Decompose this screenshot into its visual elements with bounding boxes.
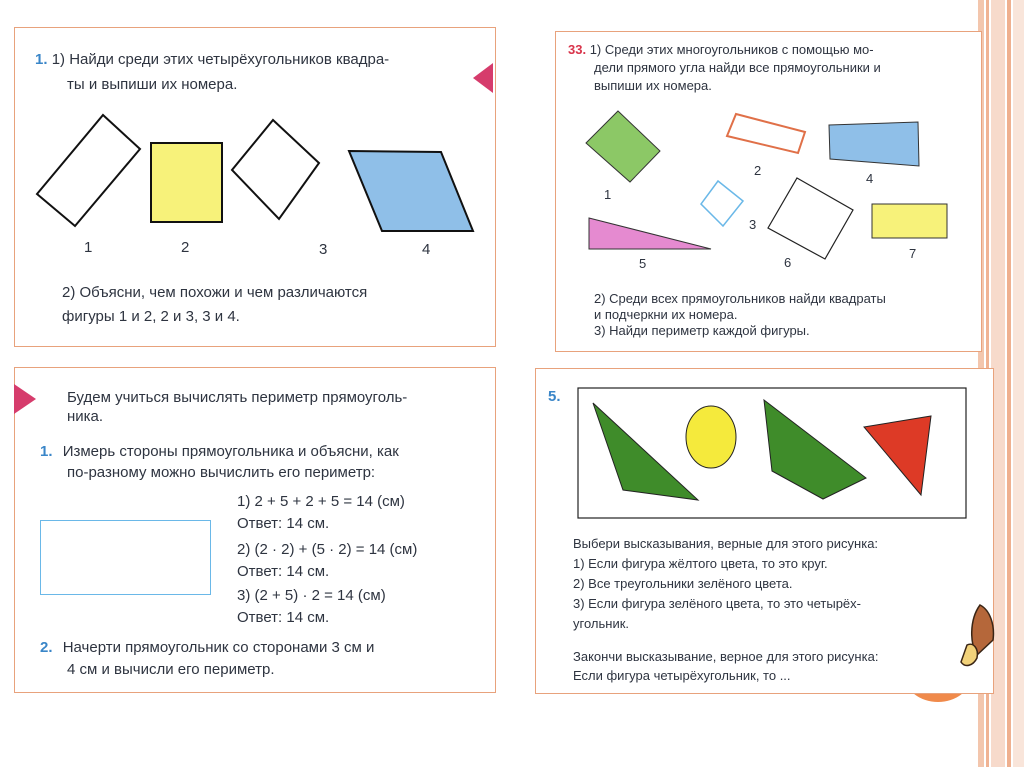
question-text: выпиши их номера.: [594, 78, 712, 93]
yellow-circle: [686, 406, 736, 468]
figure-label: 4: [866, 171, 874, 186]
exercise-number: 5.: [548, 388, 561, 405]
intro-text: ника.: [67, 408, 104, 425]
calculation: 3) (2 + 5) · 2 = 14 (см): [237, 587, 386, 604]
shape-square-2: [151, 143, 222, 222]
figure-label: 3: [749, 217, 757, 232]
question-text: 3) Найди периметр каждой фигуры.: [594, 323, 810, 338]
statement: угольник.: [573, 616, 629, 631]
figure-label: 1: [84, 239, 93, 256]
figure-label: 6: [784, 255, 792, 270]
question-text: 1) Среди этих многоугольников с помощью мо-: [589, 42, 874, 57]
question-text: фигуры 1 и 2, 2 и 3, 3 и 4.: [62, 308, 240, 325]
question-text: 2) Объясни, чем похожи и чем различаются: [62, 284, 368, 301]
statement: 3) Если фигура зелёного цвета, то это четырёх-: [573, 596, 861, 611]
exercise-number: 1.: [40, 443, 53, 460]
question-text: по-разному можно вычислить его периметр:: [67, 464, 376, 481]
figure-label: 3: [319, 241, 328, 258]
shape-4-blue-quadrilateral: [829, 122, 919, 166]
answer: Ответ: 14 см.: [237, 563, 330, 580]
figure-label: 1: [604, 187, 612, 202]
question-text: и подчеркни их номера.: [594, 307, 738, 322]
question-text: 1) Найди среди этих четырёхугольников квадра-: [51, 51, 390, 68]
question-text: 2) Среди всех прямоугольников найди квадраты: [594, 291, 886, 306]
shape-7-yellow-rectangle: [872, 204, 947, 238]
figure-label: 7: [909, 246, 917, 261]
shape-5-pink-triangle: [589, 218, 711, 249]
question-text: Выбери высказывания, верные для этого рисунка:: [573, 536, 879, 551]
figure-label: 4: [422, 241, 431, 258]
statement: 2) Все треугольники зелёного цвета.: [573, 576, 793, 591]
perimeter-rectangle: [40, 520, 211, 595]
statements-figure: [536, 369, 993, 693]
calculation: 1) 2 + 5 + 2 + 5 = 14 (см): [237, 493, 405, 510]
shape-6-square: [768, 178, 853, 259]
question-text: Начерти прямоугольник со сторонами 3 см и: [62, 639, 375, 656]
shape-3-small-square: [701, 181, 743, 226]
statement: 1) Если фигура жёлтого цвета, то это круг.: [573, 556, 828, 571]
figure-label: 2: [754, 163, 762, 178]
question-text: Измерь стороны прямоугольника и объясни, как: [62, 443, 399, 460]
exercise-card-statements: [535, 368, 994, 694]
shape-square-3: [232, 120, 319, 219]
figure-label: 2: [181, 239, 190, 256]
intro-text: Будем учиться вычислять периметр прямоуголь-: [67, 389, 408, 406]
question-text: ты и выпиши их номера.: [67, 76, 238, 93]
exercise-card-quadrilaterals: [14, 27, 496, 347]
exercise-card-polygons: [555, 31, 982, 352]
figure-label: 5: [639, 256, 647, 271]
exercise-number: 33.: [568, 42, 587, 57]
shape-rhombus-4: [349, 151, 473, 231]
question-text: дели прямого угла найди все прямоугольники и: [594, 60, 881, 75]
question-text: Закончи высказывание, верное для этого рисунка:: [573, 649, 879, 664]
exercise-card-perimeter: [14, 367, 496, 693]
cartoon-character-icon: [955, 600, 995, 680]
shape-2-orange-rectangle: [727, 114, 805, 153]
shape-rectangle-1: [37, 115, 140, 226]
calculation: 2) (2 · 2) + (5 · 2) = 14 (см): [237, 541, 418, 558]
question-text: Если фигура четырёхугольник, то ...: [573, 668, 791, 683]
shape-1-green-rectangle: [586, 111, 660, 182]
exercise-number: 1.: [35, 51, 48, 68]
page-marker: [14, 384, 36, 414]
answer: Ответ: 14 см.: [237, 515, 330, 532]
question-text: 4 см и вычисли его периметр.: [67, 661, 275, 678]
exercise-number: 2.: [40, 639, 53, 656]
answer: Ответ: 14 см.: [237, 609, 330, 626]
